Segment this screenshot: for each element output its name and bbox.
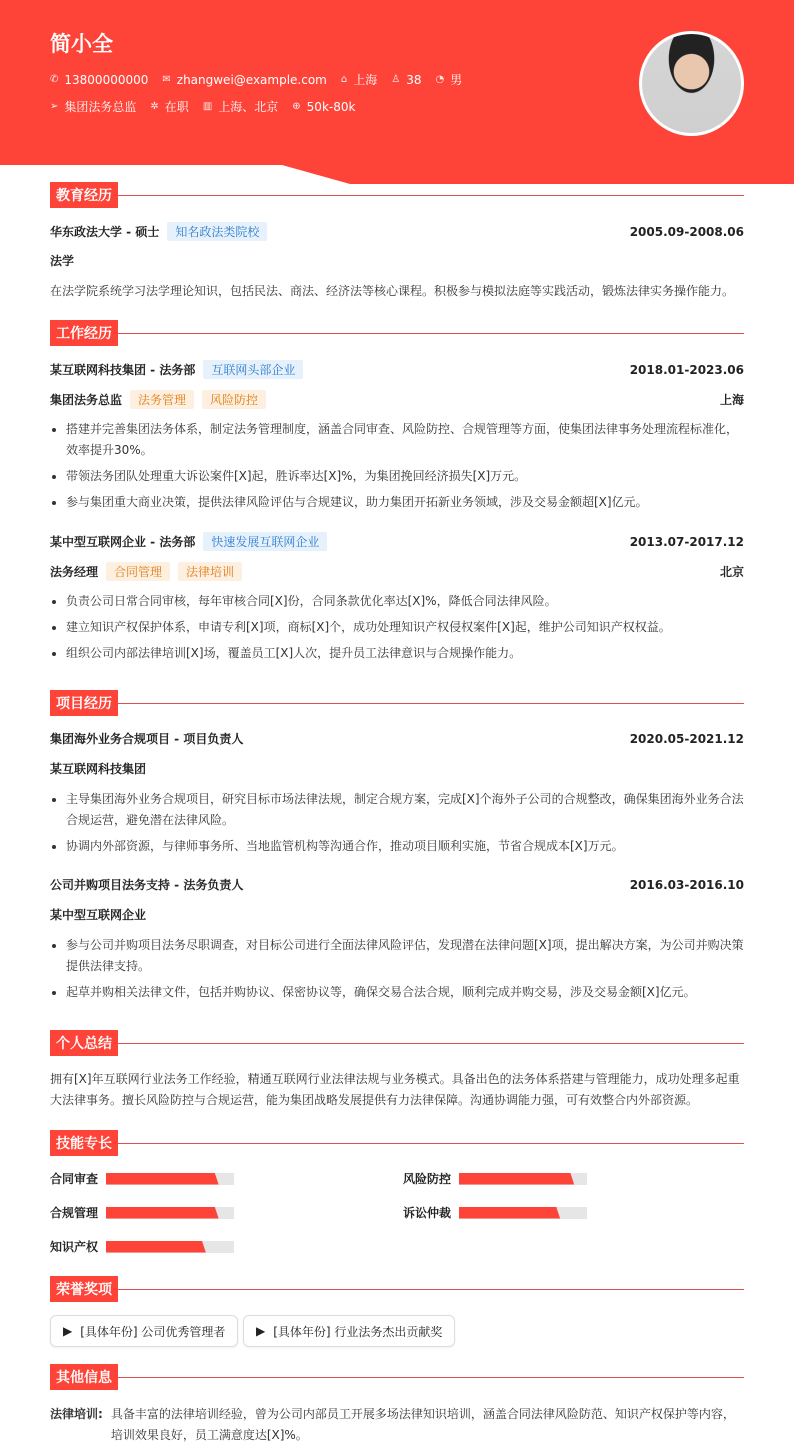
- list-item: 搭建并完善集团法务体系，制定法务管理制度，涵盖合同审查、风险防控、合规管理等方面，使集团法律事务处理流程标准化，效率提升30%。: [50, 419, 744, 461]
- major: [50, 252, 744, 269]
- section-title: 技能专长: [50, 1130, 118, 1156]
- avatar: [639, 31, 744, 136]
- skill-item: [50, 1204, 234, 1221]
- phone-icon: ✆: [50, 74, 59, 85]
- age: 38: [406, 72, 422, 87]
- list-item: 带领法务团队处理重大诉讼案件[X]起，胜诉率达[X]%，为集团挽回经济损失[X]万元。: [50, 466, 744, 487]
- award-text: [具体年份] 公司优秀管理者: [80, 1324, 226, 1339]
- award-text: [具体年份] 行业法务杰出贡献奖: [273, 1324, 443, 1339]
- section-work: [50, 320, 744, 346]
- job-bullets: [50, 591, 744, 669]
- city: 上海: [719, 393, 744, 407]
- divider: [118, 1289, 744, 1290]
- skill-tag: 合同管理: [106, 562, 170, 581]
- salary-icon: ⊕: [292, 101, 301, 112]
- skill-bar-fill: [106, 1207, 219, 1219]
- project-org: [50, 906, 744, 923]
- job-bullets: [50, 419, 744, 518]
- award-item: [243, 1315, 455, 1347]
- school-tag: 知名政法类院校: [167, 222, 267, 241]
- triangle-icon: ▶: [63, 1324, 73, 1338]
- target-city: 上海、北京: [218, 100, 279, 114]
- list-item: 参与公司并购项目法务尽职调查，对目标公司进行全面法律风险评估，发现潜在法律问题[X]项，提出解决方案，为公司并购决策提供法律支持。: [50, 935, 744, 977]
- summary-text: 拥有[X]年互联网行业法务工作经验，精通互联网行业法律法规与业务模式。具备出色的法务体系搭建与管理能力，成功处理多起重大法律事务。擅长风险防控与合规运营，能为集团战略发展提供有力法律保障。沟通协调能力强，可有效整合内外部资源。: [50, 1072, 740, 1107]
- divider: [118, 1143, 744, 1144]
- job-header: [50, 532, 744, 551]
- project-bullets: [50, 935, 744, 1008]
- skill-item: [403, 1170, 587, 1187]
- section-title: 荣誉奖项: [50, 1276, 118, 1302]
- skill-name: 风险防控: [403, 1172, 452, 1186]
- company: 某中型互联网企业 - 法务部: [50, 535, 196, 549]
- date: 2013.07-2017.12: [629, 534, 744, 549]
- section-awards: [50, 1276, 744, 1302]
- other-info: [50, 1404, 744, 1446]
- date: 2005.09-2008.06: [629, 224, 744, 239]
- list-item: 组织公司内部法律培训[X]场，覆盖员工[X]人次，提升员工法律意识与合规操作能力。: [50, 643, 744, 664]
- skill-tag: 法律培训: [178, 562, 242, 581]
- section-other: [50, 1364, 744, 1390]
- home-icon: ⌂: [340, 74, 348, 85]
- building-icon: ▥: [202, 101, 213, 112]
- contact-row: [50, 71, 462, 88]
- other-text: 具备丰富的法律培训经验，曾为公司内部员工开展多场法律知识培训，涵盖合同法律风险防范、知识产权保护等内容，培训效果良好，员工满意度达[X]%。: [110, 1407, 735, 1442]
- other-label: 法律培训:: [50, 1407, 103, 1421]
- triangle-icon: ▶: [256, 1324, 266, 1338]
- company-tag: 互联网头部企业: [203, 360, 303, 379]
- gender-icon: ◔: [435, 74, 445, 85]
- list-item: 协调内外部资源，与律师事务所、当地监管机构等沟通合作，推动项目顺利实施，节省合规成本[X]万元。: [50, 836, 744, 857]
- list-item: 参与集团重大商业决策，提供法律风险评估与合规建议，助力集团开拓新业务领域，涉及交易金额超[X]亿元。: [50, 492, 744, 513]
- city: 上海: [353, 73, 378, 87]
- company: 某互联网科技集团 - 法务部: [50, 363, 196, 377]
- project-header: [50, 876, 744, 893]
- skill-bar: [459, 1173, 587, 1185]
- skill-item: [403, 1204, 587, 1221]
- skill-bar: [106, 1241, 234, 1253]
- skill-name: 合规管理: [50, 1206, 99, 1220]
- job-role: [50, 390, 744, 409]
- section-title: 个人总结: [50, 1030, 118, 1056]
- divider: [118, 1043, 744, 1044]
- section-title: 其他信息: [50, 1364, 118, 1390]
- section-title: 教育经历: [50, 182, 118, 208]
- phone: 13800000000: [64, 72, 149, 87]
- section-skills: [50, 1130, 744, 1156]
- project-header: [50, 730, 744, 747]
- school: 华东政法大学 - 硕士: [50, 225, 160, 239]
- divider: [118, 333, 744, 334]
- list-item: 建立知识产权保护体系，申请专利[X]项，商标[X]个，成功处理知识产权侵权案件[X]起，维护公司知识产权权益。: [50, 617, 744, 638]
- section-title: 工作经历: [50, 320, 118, 346]
- city: 北京: [719, 565, 744, 579]
- project-name: 集团海外业务合规项目 - 项目负责人: [50, 732, 244, 746]
- education-desc: 在法学院系统学习法学理论知识，包括民法、商法、经济法等核心课程。积极参与模拟法庭等实践活动，锻炼法律实务操作能力。: [50, 284, 735, 298]
- skill-bar-fill: [459, 1173, 574, 1185]
- candidate-name: 简小全: [50, 32, 113, 56]
- project-name: 公司并购项目法务支持 - 法务负责人: [50, 878, 244, 892]
- list-item: 负责公司日常合同审核，每年审核合同[X]份，合同条款优化率达[X]%，降低合同法律风险。: [50, 591, 744, 612]
- list-item: 起草并购相关法律文件，包括并购协议、保密协议等，确保交易合法合规，顺利完成并购交易，涉及交易金额[X]亿元。: [50, 982, 744, 1003]
- skill-bar: [106, 1173, 234, 1185]
- email-icon: ✉: [162, 74, 171, 85]
- divider: [118, 703, 744, 704]
- divider: [118, 1377, 744, 1378]
- skill-name: 知识产权: [50, 1240, 99, 1254]
- skill-tag: 风险防控: [202, 390, 266, 409]
- major-text: 法学: [50, 254, 75, 268]
- position: 集团法务总监: [64, 100, 137, 114]
- skill-bar-fill: [106, 1241, 206, 1253]
- job-header: [50, 360, 744, 379]
- gender: 男: [450, 73, 463, 87]
- section-summary: [50, 1030, 744, 1056]
- org: 某互联网科技集团: [50, 762, 147, 776]
- date: 2020.05-2021.12: [629, 731, 744, 746]
- project-org: [50, 760, 744, 777]
- job-intent-row: [50, 98, 355, 115]
- status-icon: ✲: [150, 101, 159, 112]
- section-projects: [50, 690, 744, 716]
- list-item: 主导集团海外业务合规项目，研究目标市场法律法规，制定合规方案，完成[X]个海外子公司的合规整改，确保集团海外业务合法合规运营，避免潜在法律风险。: [50, 789, 744, 831]
- salary: 50k-80k: [306, 99, 356, 114]
- skill-item: [50, 1238, 234, 1255]
- skill-bar: [106, 1207, 234, 1219]
- project-bullets: [50, 789, 744, 862]
- status: 在职: [164, 100, 189, 114]
- job-role: [50, 562, 744, 581]
- date: 2018.01-2023.06: [629, 362, 744, 377]
- send-icon: ➢: [50, 101, 59, 112]
- skill-bar-fill: [106, 1173, 219, 1185]
- skill-name: 合同审查: [50, 1172, 99, 1186]
- section-education: [50, 182, 744, 208]
- skill-bar: [459, 1207, 587, 1219]
- role: 法务经理: [50, 565, 99, 579]
- award-item: [50, 1315, 238, 1347]
- company-tag: 快速发展互联网企业: [203, 532, 327, 551]
- divider: [118, 195, 744, 196]
- date: 2016.03-2016.10: [629, 877, 744, 892]
- skill-bar-fill: [459, 1207, 560, 1219]
- skill-tag: 法务管理: [130, 390, 194, 409]
- email: zhangwei@example.com: [176, 72, 327, 87]
- skill-item: [50, 1170, 234, 1187]
- age-icon: ♙: [391, 74, 401, 85]
- org: 某中型互联网企业: [50, 908, 147, 922]
- role: 集团法务总监: [50, 393, 123, 407]
- education-row: [50, 222, 744, 241]
- skill-name: 诉讼仲裁: [403, 1206, 452, 1220]
- section-title: 项目经历: [50, 690, 118, 716]
